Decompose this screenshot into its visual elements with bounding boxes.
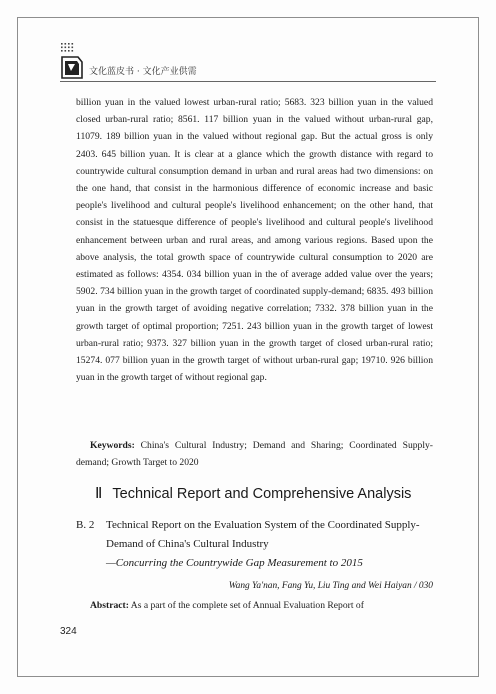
section-heading <box>95 484 455 503</box>
section-title-text: Technical Report and Comprehensive Analysis <box>112 486 412 502</box>
abstract-body-text: billion yuan in the valued lowest urban-rural ratio; 5683. 323 billion yuan in the valued closed urban-rural ratio; 8561. 117 billion yuan in the valued without urban-rural gap, 11079. 189 billion yuan in the valued without regional gap. But the actual gross is only 2403. 645 billion yuan. It is clear at a glance which the growth distance with regard to countrywide cultural consumption demand in urban and rural areas had two dimensions: on the one hand, that consist in the harmonious difference of economic increase and basic people's livelihood and cultural people's livelihood enhancement; on the other hand, that consist in the statuesque difference of people's livelihood and cultural people's livelihood enhancement between urban and rural areas, and among various regions. Based upon the above analysis, the total growth space of countrywide cultural consumption to 2020 are estimated as follows: 4354. 034 billion yuan in the of average added value over the years; 5902. 734 billion yuan in the growth target of coordinated supply-demand; 6835. 493 billion yuan in the growth target of avoiding negative correlation; 7332. 378 billion yuan in the growth target of optimal proportion; 7251. 243 billion yuan in the growth target of lowest urban-rural ratio; 9373. 327 billion yuan in the growth target of closed urban-rural ratio; 15274. 077 billion yuan in the growth target of without urban-rural gap; 19710. 926 billion yuan in the growth target of without regional gap. <box>76 97 433 384</box>
abstract-label: Abstract: <box>90 600 129 611</box>
page-number: 324 <box>60 626 77 637</box>
entry-title: Technical Report on the Evaluation System of the Coordinated Supply-Demand of China's Cultural Industry <box>106 519 420 550</box>
keywords-paragraph <box>76 437 433 471</box>
section-numeral: Ⅱ <box>95 486 103 502</box>
abstract-text: As a part of the complete set of Annual Evaluation Report of <box>128 600 364 611</box>
entry-number: B. 2 <box>76 519 95 531</box>
abstract-paragraph <box>76 600 433 611</box>
header-rule <box>60 81 436 82</box>
entry-authors: Wang Ya'nan, Fang Yu, Liu Ting and Wei Haiyan / 030 <box>228 581 433 591</box>
entry-subtitle: —Concurring the Countrywide Gap Measurement to 2015 <box>106 557 363 569</box>
keywords-label: Keywords: <box>90 440 135 451</box>
book-logo-icon <box>60 54 84 80</box>
keywords-text: China's Cultural Industry; Demand and Sharing; Coordinated Supply-demand; Growth Target to 2020 <box>76 440 433 469</box>
series-title: 文化蓝皮书 · 文化产业供需 <box>89 67 197 77</box>
